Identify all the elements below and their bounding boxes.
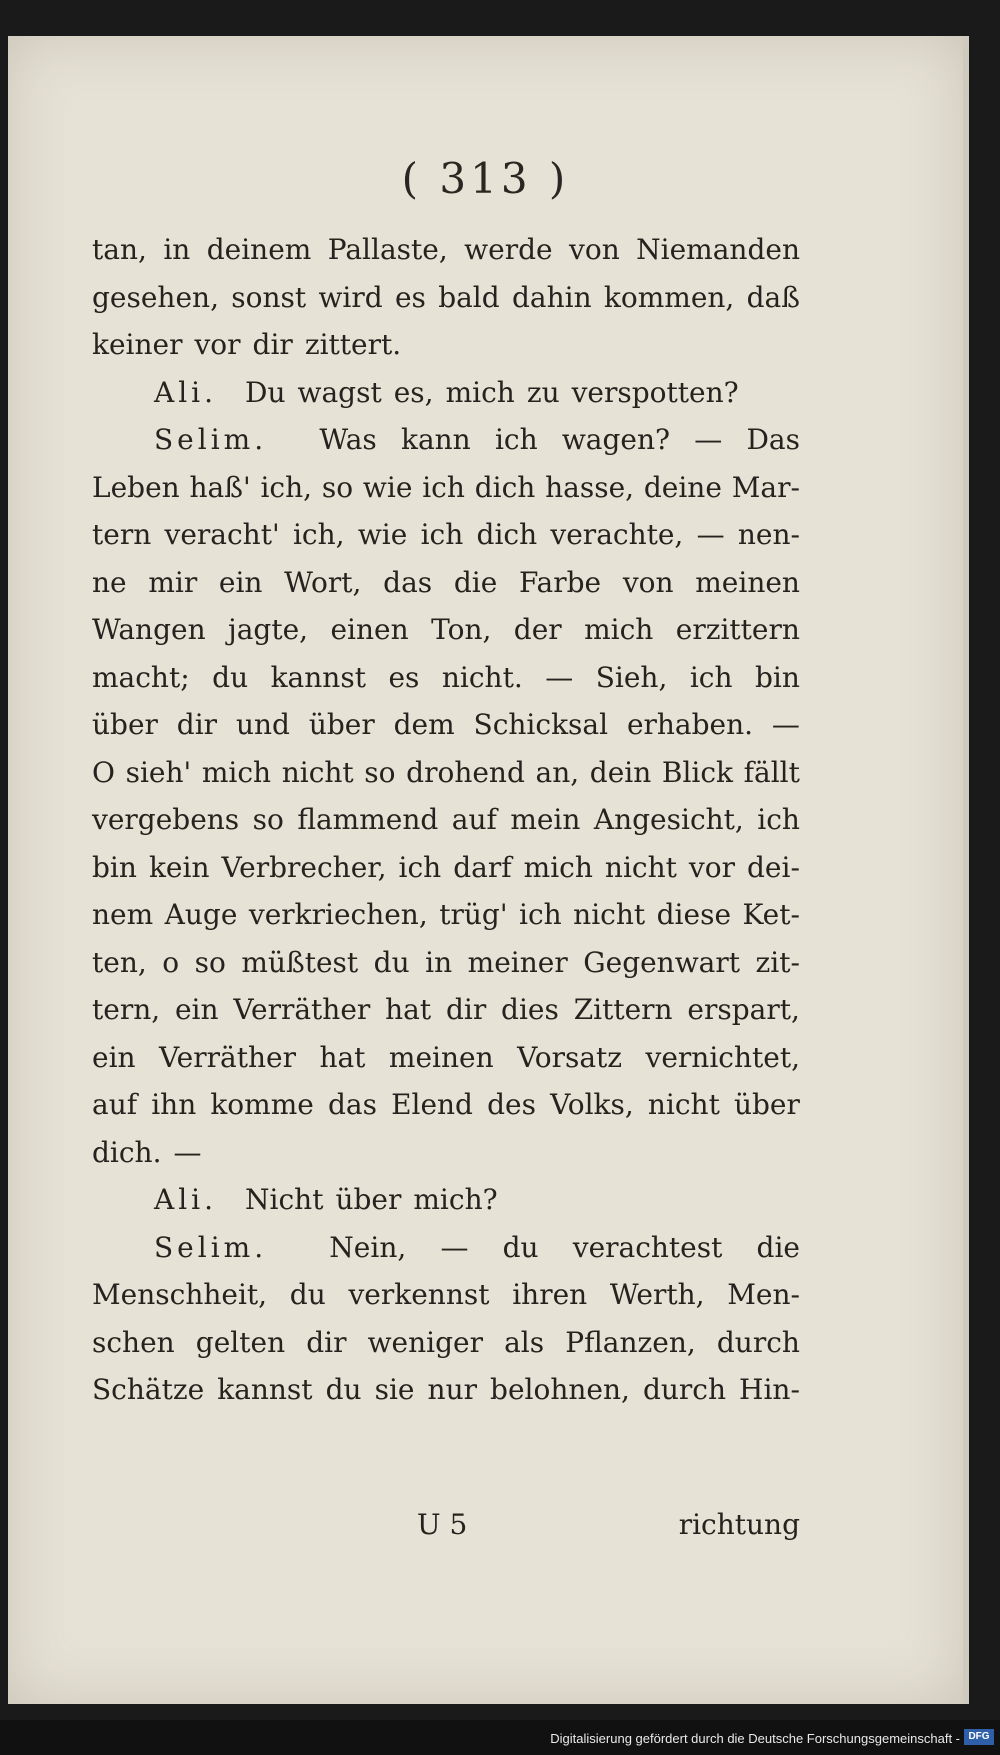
word: sieh' [125,755,192,789]
text-line [92,511,800,559]
word: ich [420,518,464,551]
text-line [92,1366,800,1414]
word: müßtest [241,945,359,979]
speaker-name: Ali. [154,375,218,409]
text-line [92,891,800,939]
word: dir [176,708,218,741]
word: von [622,565,674,599]
word: — [545,660,574,694]
word: Ket- [742,898,800,931]
word: O [92,755,115,789]
word: Sieh, [595,660,668,694]
word: haß' [189,470,251,504]
word: Du [245,375,286,409]
word: so [252,803,284,836]
word: ich, [292,518,345,551]
text-line [92,1319,800,1367]
word: gelten [195,1325,286,1359]
word: daß [746,280,800,314]
word: erspart, [687,993,800,1026]
word: Vorsatz [517,1040,623,1074]
text-line [92,986,800,1034]
word: mich [584,613,654,646]
word: hat [385,993,432,1026]
word: in [425,945,453,979]
word: werde [464,233,553,266]
word: flammend [297,803,439,836]
text-line [92,274,800,322]
word: deinem [206,233,312,266]
word: hasse, [545,470,635,504]
signature-mark: U 5 [417,1508,468,1541]
text-line [92,654,800,702]
text-line [92,1224,800,1272]
word: dein [589,755,652,789]
word: — [696,518,725,551]
word: dir [306,1325,347,1359]
word: Pflanzen, [565,1325,696,1359]
word: dich [476,518,538,551]
word: fällt [743,755,800,789]
word: Menschheit, [92,1278,268,1311]
word: nur [427,1373,477,1406]
word: bin [92,850,137,884]
word: erzittern [675,613,800,646]
word: ihren [512,1278,588,1311]
word: Men- [727,1278,800,1311]
word: nem [92,898,154,931]
word: Verräther [159,1040,296,1074]
word: zu [526,375,560,409]
word: dei- [747,850,800,884]
word: das [327,1088,377,1121]
word: nicht [573,898,646,931]
word: dies [501,993,559,1026]
word: verachte, [550,518,684,551]
word: sie [374,1373,415,1406]
word: mich [445,375,515,409]
word: nicht. [441,660,523,694]
word: Angesicht, [593,803,744,836]
word: als [504,1325,545,1359]
word: komme [210,1088,314,1121]
credit-bar [0,1720,1000,1755]
word: Verräther [233,993,371,1026]
word: tern, [92,993,161,1026]
word: wird [318,280,383,314]
word: so [194,945,226,979]
word: dich. [92,1135,162,1169]
word: wie [357,518,408,551]
word: zit- [755,945,800,979]
word: es [388,660,420,694]
word: weniger [367,1325,483,1359]
speaker-name: Selim. [154,1230,268,1264]
word: Auge [164,898,238,931]
word: Leben [92,470,180,504]
word: die [756,1230,800,1264]
word: verspotten? [571,375,739,409]
word: Wangen [92,613,206,646]
word: dich [474,470,536,504]
word: Schätze [92,1373,205,1406]
text-line [92,321,800,369]
word: Nicht [245,1183,324,1216]
word: Mar- [731,470,800,504]
word: mich [523,850,593,884]
word: wie [362,470,413,504]
word: vernichtet, [645,1040,800,1074]
word: Niemanden [636,233,800,266]
word: es [394,280,426,314]
word: verkennst [348,1278,490,1311]
word: — [771,708,800,741]
word: mir [148,565,198,599]
page-footer [92,1508,800,1556]
word: kommen, [603,280,735,314]
word: macht; [92,660,190,694]
text-line [92,844,800,892]
word: nicht [604,850,677,884]
word: über [92,708,158,741]
word: drohend [406,755,525,789]
word: meinen [695,565,800,599]
word: Zittern [573,993,673,1026]
word: in [163,233,191,266]
word: vergebens [92,803,240,836]
text-line [92,939,800,987]
word: Was [319,423,377,456]
text-line [92,416,800,464]
word: und [235,708,290,741]
word: darf [453,850,512,884]
text-line [92,1034,800,1082]
word: tern [92,518,152,551]
credit-text: Digitalisierung gefördert durch die Deutsche Forschungsgemeinschaft - [550,1731,960,1746]
word: ne [92,565,127,599]
text-line [92,1129,800,1177]
word: Hin- [739,1373,800,1406]
word: ich [398,850,442,884]
word: erhaben. [626,708,754,741]
text-line [92,1271,800,1319]
word: so [364,755,396,789]
text-line [92,701,800,749]
word: gesehen, [92,280,219,314]
word: die [453,565,498,599]
word: auf [92,1088,138,1121]
word: Volks, [550,1088,634,1121]
word: kannst [217,1373,313,1406]
word: veracht' [164,518,280,551]
word: vor [194,328,241,361]
word: Verbrecher, [221,850,387,884]
word: über [308,708,375,741]
word: Werth, [609,1278,705,1311]
word: nen- [737,518,800,551]
word: einen [330,613,409,646]
word: über [733,1088,800,1121]
text-line [92,796,800,844]
word: ein [174,993,219,1026]
word: zittert. [304,328,402,361]
book-page [8,36,969,1704]
text-line [92,606,800,654]
word: meinen [388,1040,494,1074]
word: dahin [511,280,592,314]
word: ein [218,565,263,599]
word: das [383,565,433,599]
word: verkriechen, [248,898,428,931]
word: ich, [260,470,313,504]
word: mich? [413,1183,498,1216]
word: so [321,470,354,504]
word: ihn [151,1088,197,1121]
word: durch [642,1373,726,1406]
word: du [212,660,249,694]
word: — [694,423,723,456]
word: Elend [391,1088,473,1121]
word: diese [656,898,732,931]
word: des [487,1088,536,1121]
speaker-name: Ali. [154,1183,218,1216]
word: ein [92,1040,136,1074]
speaker-name: Selim. [154,423,268,456]
word: dem [393,708,455,741]
word: dir [252,328,293,361]
word: jagte, [228,613,309,646]
text-line [92,226,800,274]
body-text [92,226,800,1414]
word: vor [688,850,735,884]
word: Pallaste, [327,233,448,266]
word: kann [400,423,471,456]
word: mich [201,755,272,789]
word: du [325,1373,362,1406]
word: sonst [231,280,307,314]
text-line [92,559,800,607]
word: kein [148,850,210,884]
word: über [335,1183,402,1216]
word: du [289,1278,326,1311]
word: ich [494,423,538,456]
word: belohnen, [490,1373,630,1406]
word: es, [393,375,434,409]
word: wagen? [561,423,671,456]
dfg-logo: DFG [964,1729,994,1745]
word: bin [754,660,800,694]
word: ten, [92,945,147,979]
word: o [162,945,180,979]
word: ich [519,898,562,931]
word: Wort, [284,565,362,599]
word: dir [445,993,487,1026]
word: durch [716,1325,800,1359]
word: verachtest [572,1230,723,1264]
word: Blick [661,755,734,789]
word: Nein, [329,1230,407,1264]
word: bald [438,280,500,314]
word: keiner [92,328,183,361]
word: meiner [467,945,568,979]
word: Farbe [519,565,602,599]
word: ich [757,803,800,836]
text-line [92,1176,800,1224]
word: Gegenwart [583,945,741,979]
word: schen [92,1325,175,1359]
word: — [173,1135,202,1169]
text-line [92,464,800,512]
word: du [502,1230,539,1264]
word: auf [451,803,497,836]
word: an, [535,755,580,789]
catchword: richtung [678,1508,800,1541]
word: wagst [297,375,382,409]
word: tan, [92,233,147,266]
word: — [440,1230,469,1264]
word: trüg' [439,898,508,931]
word: deine [643,470,722,504]
word: Das [746,423,800,456]
text-line [92,749,800,797]
word: nicht [647,1088,720,1121]
word: mein [510,803,581,836]
word: Ton, [431,613,492,646]
word: kannst [270,660,366,694]
word: du [373,945,410,979]
word: ich [422,470,465,504]
word: der [513,613,562,646]
word: ich [689,660,733,694]
word: Schicksal [473,708,609,741]
text-line [92,369,800,417]
text-line [92,1081,800,1129]
word: hat [319,1040,366,1074]
page-number: ( 313 ) [401,154,570,203]
word: von [569,233,620,266]
word: nicht [281,755,354,789]
